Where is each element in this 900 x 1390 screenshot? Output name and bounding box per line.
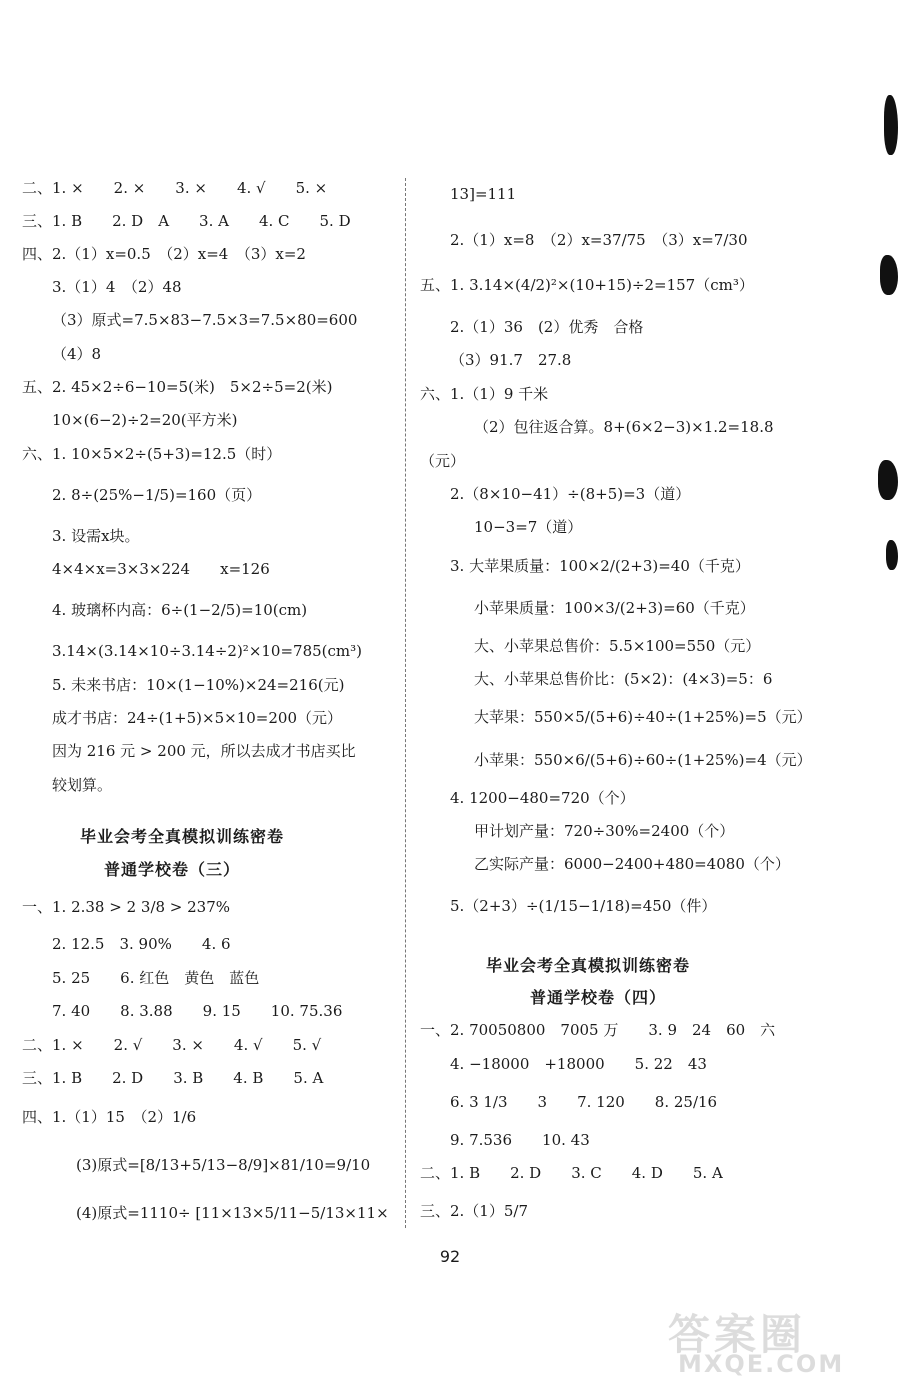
answer-line: 5.（2+3）÷(1/15−1/18)=450（件） bbox=[450, 897, 717, 915]
answer-line: （4）8 bbox=[52, 345, 102, 363]
scan-ink-mark bbox=[886, 540, 898, 570]
answer-line: 13]=111 bbox=[450, 185, 517, 203]
watermark-text-icon: 答案圈 bbox=[668, 1310, 807, 1359]
answer-line: 3.（1）4 （2）48 bbox=[52, 278, 182, 296]
watermark-url-icon: MXQE.COM bbox=[678, 1350, 845, 1378]
answer-line: 4. −18000 +18000 5. 22 43 bbox=[450, 1055, 707, 1073]
answer-line: 三、1. B 2. D A 3. A 4. C 5. D bbox=[22, 212, 351, 230]
answer-line: 三、2.（1）5/7 bbox=[420, 1202, 528, 1220]
answer-line: 六、1.（1）9 千米 bbox=[420, 385, 549, 403]
scan-ink-mark bbox=[878, 460, 898, 500]
answer-line: 一、2. 70050800 7005 万 3. 9 24 60 六 bbox=[420, 1021, 776, 1039]
section-title: 毕业会考全真模拟训练密卷 bbox=[80, 827, 285, 846]
answer-line: (3)原式=[8/13+5/13−8/9]×81/10=9/10 bbox=[76, 1156, 371, 1174]
answer-line: 成才书店：24÷(1+5)×5×10=200（元） bbox=[52, 709, 342, 727]
answer-line: 5. 未来书店：10×(1−10%)×24=216(元) bbox=[52, 676, 345, 694]
answer-line: 较划算。 bbox=[52, 776, 113, 794]
answer-line: 2. 8÷(25%−1/5)=160（页） bbox=[52, 486, 262, 504]
answer-line: 4. 玻璃杯内高：6÷(1−2/5)=10(cm) bbox=[52, 601, 308, 619]
answer-line: 9. 7.536 10. 43 bbox=[450, 1131, 590, 1149]
answer-line: 2. 12.5 3. 90% 4. 6 bbox=[52, 935, 231, 953]
answer-line: 2.（1）x=8 （2）x=37/75 （3）x=7/30 bbox=[450, 231, 748, 249]
answer-line: 四、1.（1）15 （2）1/6 bbox=[22, 1108, 197, 1126]
answer-line: 二、1. × 2. √ 3. × 4. √ 5. √ bbox=[22, 1036, 322, 1054]
watermark-logo bbox=[668, 1302, 888, 1382]
answer-line: （元） bbox=[420, 452, 466, 470]
answer-line: 10×(6−2)÷2=20(平方米) bbox=[52, 411, 238, 429]
section-subtitle: 普通学校卷（三） bbox=[104, 860, 241, 879]
answer-line: 3. 大苹果质量：100×2/(2+3)=40（千克） bbox=[450, 557, 750, 575]
answer-line: 大苹果：550×5/(5+6)÷40÷(1+25%)=5（元） bbox=[474, 708, 812, 726]
answer-line: 甲计划产量：720÷30%=2400（个） bbox=[474, 822, 735, 840]
answer-line: 五、2. 45×2÷6−10=5(米) 5×2÷5=2(米) bbox=[22, 378, 333, 396]
answer-line: 5. 25 6. 红色 黄色 蓝色 bbox=[52, 969, 260, 987]
scan-ink-mark bbox=[884, 95, 898, 155]
answer-line: 2.（1）36 (2）优秀 合格 bbox=[450, 318, 644, 336]
answer-line: 四、2.（1）x=0.5 （2）x=4 （3）x=2 bbox=[22, 245, 306, 263]
answer-line: 4×4×x=3×3×224 x=126 bbox=[52, 560, 270, 578]
answer-line: （2）包往返合算。8+(6×2−3)×1.2=18.8 bbox=[474, 418, 774, 436]
answer-line: 三、1. B 2. D 3. B 4. B 5. A bbox=[22, 1069, 324, 1087]
section-subtitle: 普通学校卷（四） bbox=[530, 988, 667, 1007]
answer-line: 4. 1200−480=720（个） bbox=[450, 789, 635, 807]
answer-line: 大、小苹果总售价：5.5×100=550（元） bbox=[474, 637, 761, 655]
answer-line: 二、1. × 2. × 3. × 4. √ 5. × bbox=[22, 179, 328, 197]
answer-line: 五、1. 3.14×(4/2)²×(10+15)÷2=157（cm³） bbox=[420, 276, 754, 294]
page-number: 92 bbox=[439, 1247, 461, 1266]
scan-ink-mark bbox=[880, 255, 898, 295]
answer-line: (4)原式=1110÷ [11×13×5/11−5/13×11× bbox=[76, 1204, 389, 1222]
answer-line: 3.14×(3.14×10÷3.14÷2)²×10=785(cm³) bbox=[52, 642, 363, 660]
answer-line: 10−3=7（道） bbox=[474, 518, 583, 536]
answer-line: 乙实际产量：6000−2400+480=4080（个） bbox=[474, 855, 790, 873]
answer-line: 因为 216 元 > 200 元，所以去成才书店买比 bbox=[52, 742, 356, 760]
answer-line: 六、1. 10×5×2÷(5+3)=12.5（时） bbox=[22, 445, 282, 463]
answer-line: 7. 40 8. 3.88 9. 15 10. 75.36 bbox=[52, 1002, 343, 1020]
answer-line: （3）91.7 27.8 bbox=[450, 351, 572, 369]
section-title: 毕业会考全真模拟训练密卷 bbox=[486, 956, 691, 975]
answer-line: 6. 3 1/3 3 7. 120 8. 25/16 bbox=[450, 1093, 718, 1111]
answer-line: 小苹果质量：100×3/(2+3)=60（千克） bbox=[474, 599, 755, 617]
answer-line: 大、小苹果总售价比：(5×2)：(4×3)=5：6 bbox=[474, 670, 773, 688]
answer-line: （3）原式=7.5×83−7.5×3=7.5×80=600 bbox=[52, 311, 358, 329]
column-divider bbox=[405, 178, 406, 1228]
answer-line: 一、1. 2.38 > 2 3/8 > 237% bbox=[22, 898, 231, 916]
answer-line: 3. 设需x块。 bbox=[52, 527, 140, 545]
answer-line: 二、1. B 2. D 3. C 4. D 5. A bbox=[420, 1164, 723, 1182]
answer-line: 小苹果：550×6/(5+6)÷60÷(1+25%)=4（元） bbox=[474, 751, 812, 769]
answer-line: 2.（8×10−41）÷(8+5)=3（道） bbox=[450, 485, 691, 503]
